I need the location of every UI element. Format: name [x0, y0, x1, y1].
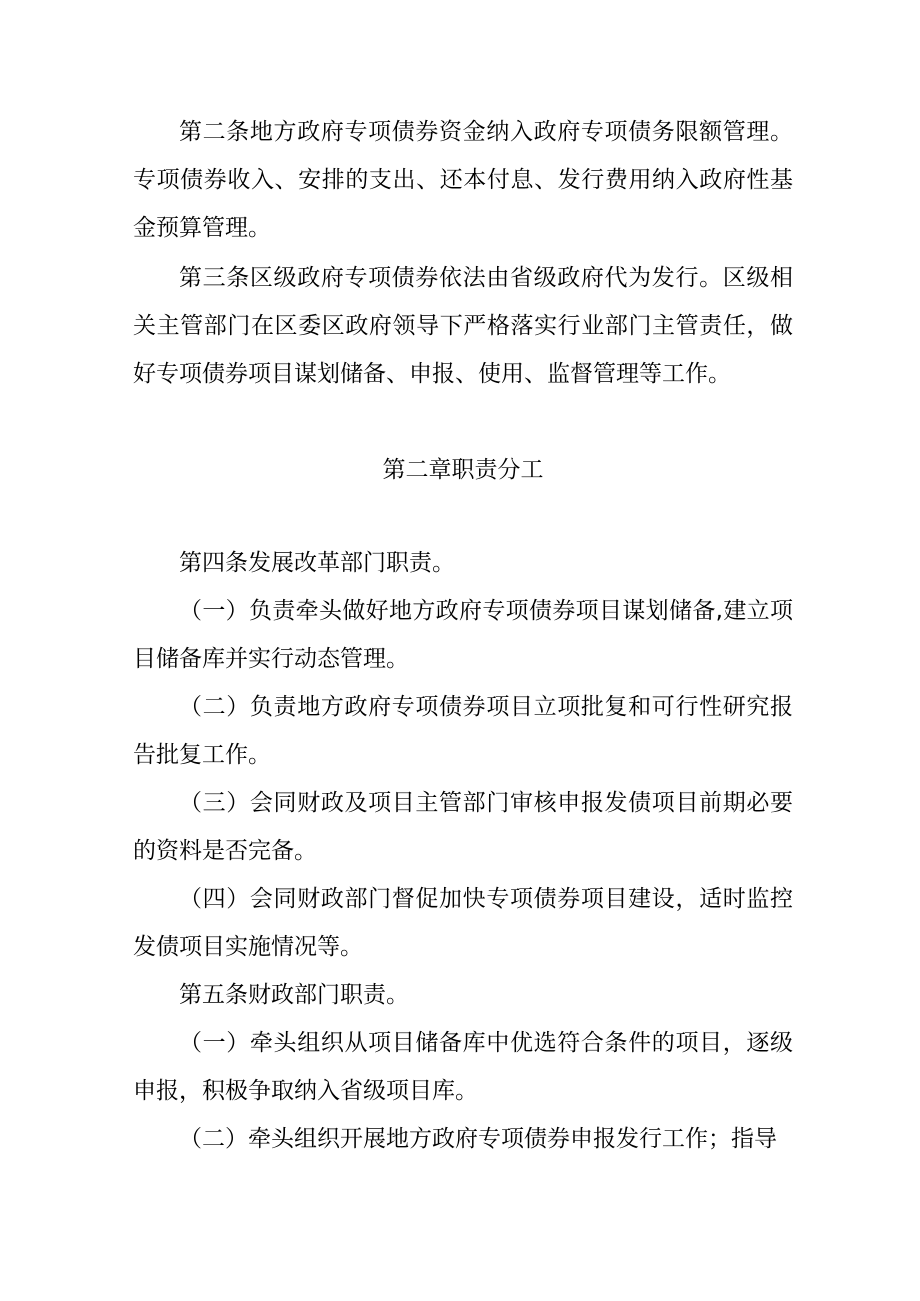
article-4-item-2: （二）负责地方政府专项债券项目立项批复和可行性研究报告批复工作。	[133, 694, 793, 768]
article-5-item-2: （二）牵头组织开展地方政府专项债券申报发行工作；指导	[179, 1126, 777, 1152]
chapter-heading: 第二章职责分工	[382, 457, 544, 483]
article-4-title: 第四条发展改革部门职责。	[179, 550, 455, 576]
article-3-paragraph: 第三条区级政府专项债券依法由省级政府代为发行。区级相关主管部门在区委区政府领导下严格落实行业部门主管责任，做好专项债券项目谋划储备、申报、使用、监督管理等工作。	[133, 265, 793, 387]
article-4-item-1: （一）负责牵头做好地方政府专项债券项目谋划储备,建立项目储备库并实行动态管理。	[133, 598, 793, 672]
article-5-item-1: （一）牵头组织从项目储备库中优选符合条件的项目，逐级申报，积极争取纳入省级项目库。	[133, 1030, 793, 1104]
article-5-title: 第五条财政部门职责。	[179, 982, 409, 1008]
article-4-item-4: （四）会同财政部门督促加快专项债券项目建设，适时监控发债项目实施情况等。	[133, 886, 793, 960]
article-4-item-3: （三）会同财政及项目主管部门审核申报发债项目前期必要的资料是否完备。	[133, 790, 793, 864]
article-2-paragraph: 第二条地方政府专项债券资金纳入政府专项债务限额管理。专项债券收入、安排的支出、还本付息、发行费用纳入政府性基金预算管理。	[133, 119, 793, 241]
